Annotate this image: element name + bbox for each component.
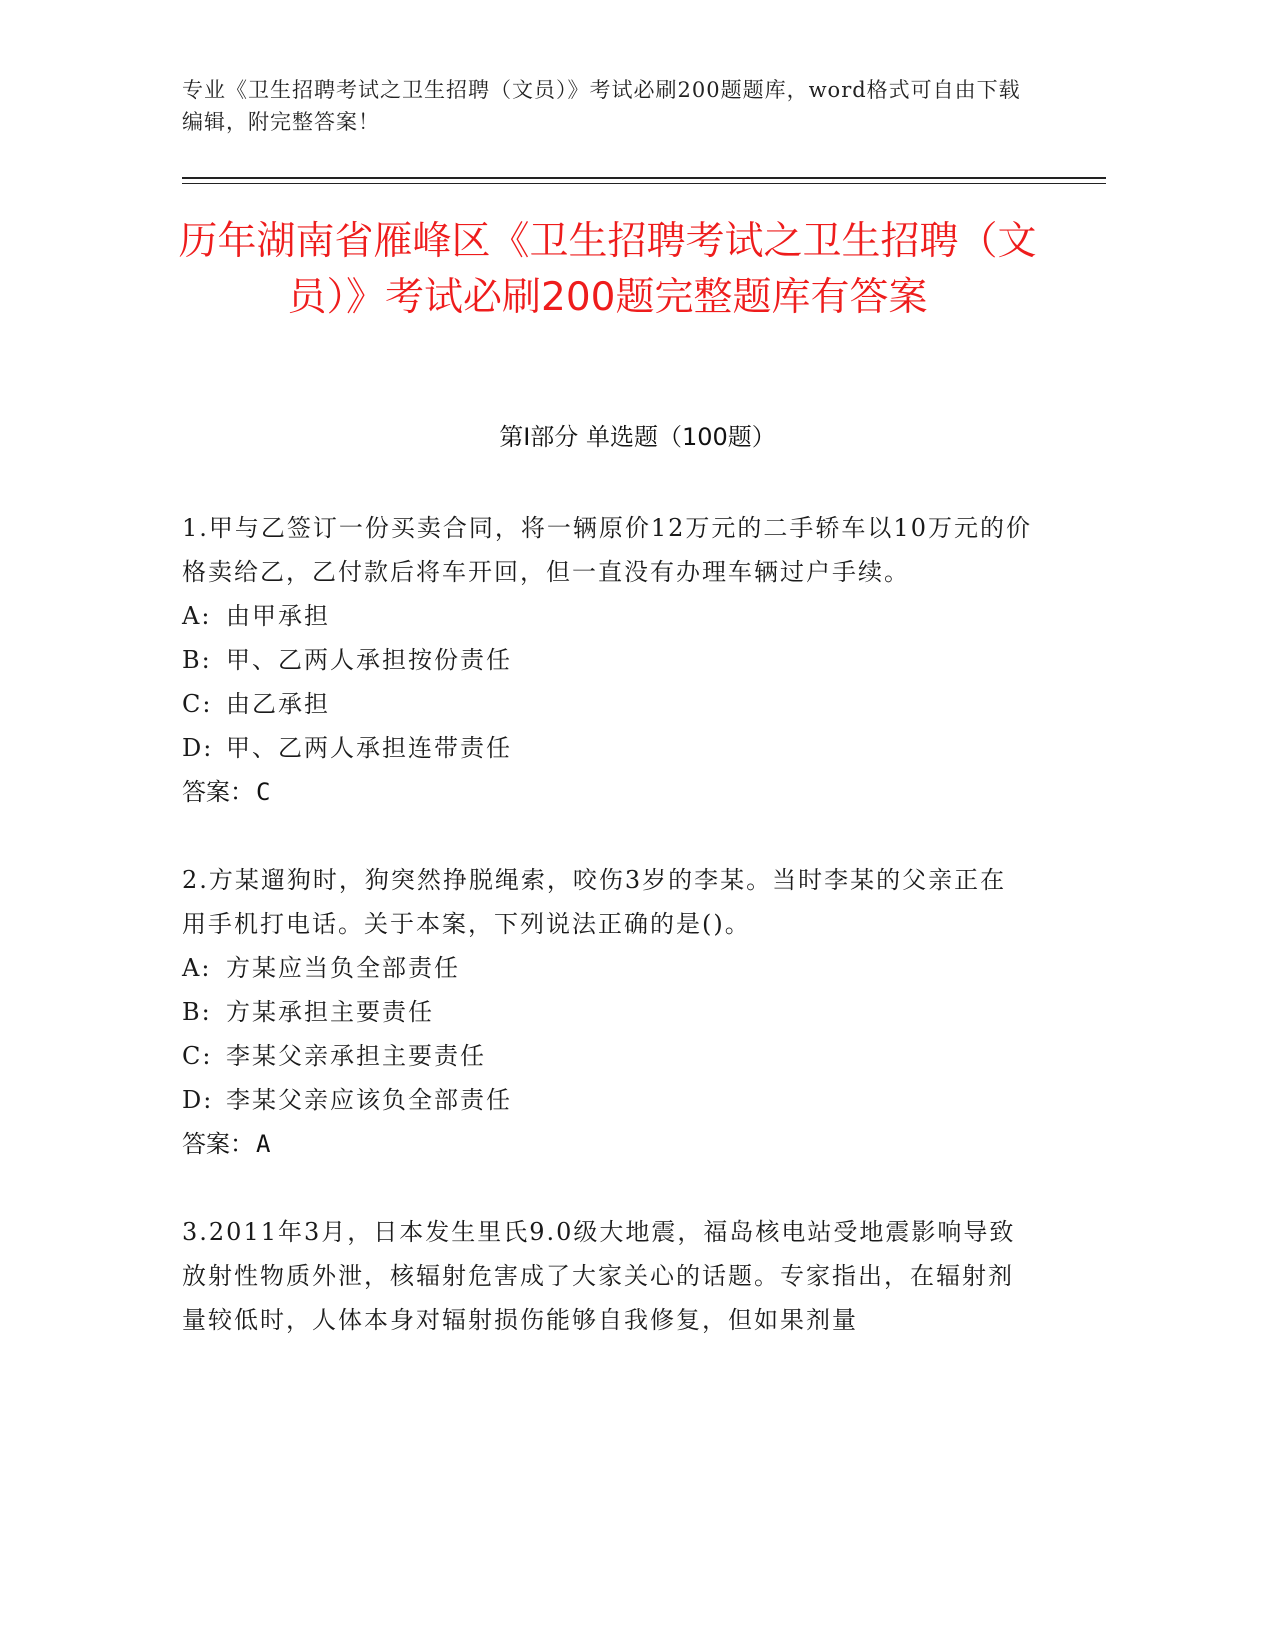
answer-option-c xyxy=(182,1034,1032,1078)
option-text: 甲、乙两人承担按份责任 xyxy=(226,646,512,674)
header-divider xyxy=(182,177,1106,179)
option-key: D: xyxy=(182,734,214,762)
option-key: C: xyxy=(182,690,213,718)
answer-label: 答案： xyxy=(182,1130,254,1158)
answer-line xyxy=(182,770,1032,814)
question-item xyxy=(182,858,1032,1166)
answer-value: A xyxy=(256,1130,271,1158)
document-title: 历年湖南省雁峰区《卫生招聘考试之卫生招聘（文员）》考试必刷200题完整题库有答案 xyxy=(178,219,1037,320)
option-text: 李某父亲应该负全部责任 xyxy=(226,1086,512,1114)
answer-option-d xyxy=(182,726,1032,770)
question-stem: 3.2011年3月，日本发生里氏9.0级大地震，福岛核电站受地震影响导致放射性物质外泄，核辐射危害成了大家关心的话题。专家指出，在辐射剂量较低时，人体本身对辐射损伤能够自我修复，但如果剂量 xyxy=(182,1218,1016,1334)
answer-label: 答案： xyxy=(182,778,254,806)
option-key: D: xyxy=(182,1086,214,1114)
question-stem: 2.方某遛狗时，狗突然挣脱绳索，咬伤3岁的李某。当时李某的父亲正在用手机打电话。关于本案，下列说法正确的是()。 xyxy=(182,866,1007,938)
option-text: 由甲承担 xyxy=(226,602,330,630)
answer-option-a xyxy=(182,594,1032,638)
option-key: A: xyxy=(182,954,212,982)
option-key: C: xyxy=(182,1042,213,1070)
question-item xyxy=(182,1210,1032,1342)
option-text: 由乙承担 xyxy=(226,690,330,718)
section-heading: 第Ⅰ部分 单选题（100题） xyxy=(499,423,776,451)
option-text: 方某承担主要责任 xyxy=(226,998,434,1026)
option-key: A: xyxy=(182,602,212,630)
answer-line xyxy=(182,1122,1032,1166)
option-text: 甲、乙两人承担连带责任 xyxy=(226,734,512,762)
answer-value: C xyxy=(256,778,271,806)
answer-option-b xyxy=(182,990,1032,1034)
header-note: 专业《卫生招聘考试之卫生招聘（文员）》考试必刷200题题库，word格式可自由下载编辑，附完整答案！ xyxy=(182,78,1021,134)
option-text: 方某应当负全部责任 xyxy=(226,954,460,982)
option-key: B: xyxy=(182,646,212,674)
question-list xyxy=(182,506,1032,1386)
option-text: 李某父亲承担主要责任 xyxy=(226,1042,486,1070)
question-stem: 1.甲与乙签订一份买卖合同，将一辆原价12万元的二手轿车以10万元的价格卖给乙，乙付款后将车开回，但一直没有办理车辆过户手续。 xyxy=(182,514,1032,586)
answer-option-d xyxy=(182,1078,1032,1122)
header-divider-thin xyxy=(182,183,1106,184)
question-item xyxy=(182,506,1032,814)
answer-option-c xyxy=(182,682,1032,726)
option-key: B: xyxy=(182,998,212,1026)
answer-option-b xyxy=(182,638,1032,682)
answer-option-a xyxy=(182,946,1032,990)
